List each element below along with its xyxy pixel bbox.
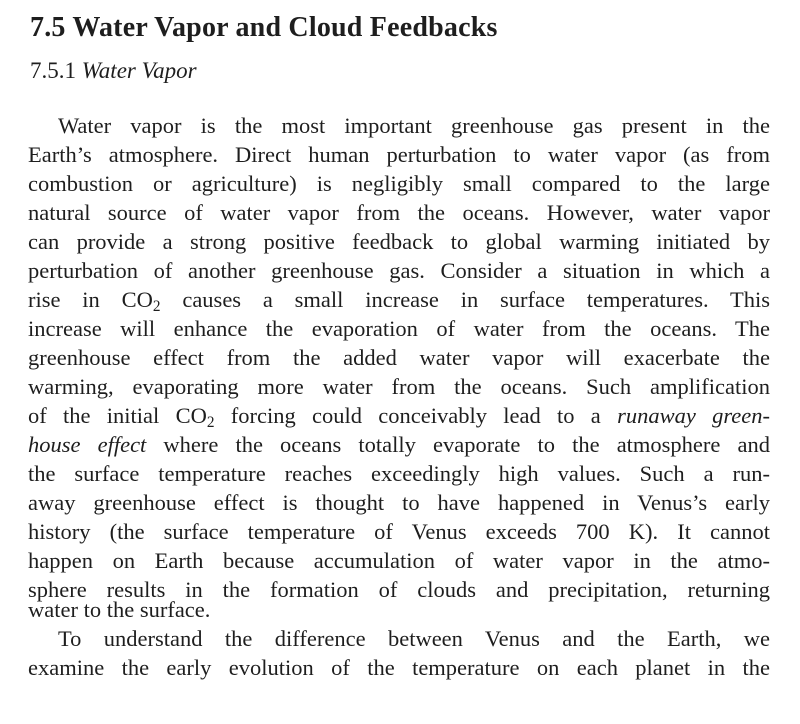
text-run: forcing could conceivably lead to a bbox=[214, 403, 618, 428]
text-line: Earth’s atmosphere. Direct human perturbation to water vapor (as from bbox=[28, 142, 770, 167]
text-line: perturbation of another greenhouse gas. Consider a situation in which a bbox=[28, 258, 770, 283]
text-line: Water vapor is the most important greenhouse gas present in the bbox=[58, 113, 770, 138]
emphasis-runaway: runaway green- bbox=[617, 403, 770, 428]
text-line: To understand the difference between Venus and the Earth, we bbox=[58, 626, 770, 651]
section-title: Water Vapor and Cloud Feedbacks bbox=[72, 12, 498, 43]
text-line: away greenhouse effect is thought to have happened in Venus’s early bbox=[28, 490, 770, 515]
section-heading bbox=[30, 12, 498, 44]
text-line: combustion or agriculture) is negligibly small compared to the large bbox=[28, 171, 770, 196]
text-line: the surface temperature reaches exceedingly high values. Such a run- bbox=[28, 461, 770, 486]
emphasis-house-effect: house effect bbox=[28, 432, 147, 457]
text-line: warming, evaporating more water from the oceans. Such amplification bbox=[28, 374, 770, 399]
co2-subscript: 2 bbox=[152, 297, 161, 315]
text-line: examine the early evolution of the temperature on each planet in the bbox=[28, 655, 770, 680]
text-line bbox=[28, 432, 770, 458]
text-line: happen on Earth because accumulation of water vapor in the atmo- bbox=[28, 548, 770, 573]
text-run: rise in CO bbox=[28, 287, 153, 312]
text-run: of the initial CO bbox=[28, 403, 207, 428]
text-line: greenhouse effect from the added water vapor will exacerbate the bbox=[28, 345, 770, 370]
text-line: history (the surface temperature of Venus exceeds 700 K). It cannot bbox=[28, 519, 770, 544]
text-line: water to the surface. bbox=[28, 597, 211, 622]
text-line: can provide a strong positive feedback to global warming initiated by bbox=[28, 229, 770, 254]
text-run: where the oceans totally evaporate to the atmosphere and bbox=[146, 432, 770, 457]
subsection-title: Water Vapor bbox=[81, 58, 197, 83]
text-line: increase will enhance the evaporation of water from the oceans. The bbox=[28, 316, 770, 341]
text-line bbox=[28, 403, 770, 429]
section-number: 7.5 bbox=[30, 12, 66, 43]
co2-subscript: 2 bbox=[206, 413, 215, 431]
text-run: causes a small increase in surface temperatures. This bbox=[160, 287, 771, 312]
text-line: sphere results in the formation of clouds and precipitation, returning bbox=[28, 577, 770, 602]
text-line bbox=[28, 287, 770, 313]
text-line: natural source of water vapor from the oceans. However, water vapor bbox=[28, 200, 770, 225]
subsection-heading bbox=[30, 58, 197, 84]
subsection-number: 7.5.1 bbox=[30, 58, 76, 83]
